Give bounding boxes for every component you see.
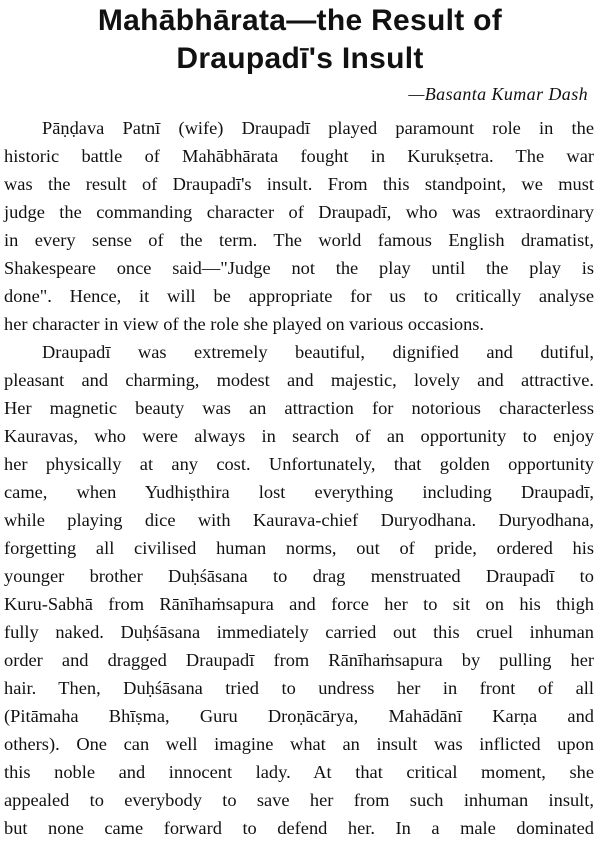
text-line: younger brother Duḥśāsana to drag menstruated Draupadī to (4, 566, 594, 586)
paragraph-1 (0, 114, 600, 338)
text-line: Pāṇḍava Patnī (wife) Draupadī played paramount role in the (42, 118, 594, 138)
text-line: her physically at any cost. Unfortunately, that golden opportunity (4, 454, 594, 474)
text-line: Draupadī was extremely beautiful, dignified and dutiful, (42, 342, 594, 362)
text-line: was the result of Draupadī's insult. From this standpoint, we must (4, 174, 594, 194)
text-line: while playing dice with Kaurava-chief Duryodhana. Duryodhana, (4, 510, 594, 530)
text-line: came, when Yudhiṣthira lost everything including Draupadī, (4, 482, 594, 502)
text-line: forgetting all civilised human norms, out of pride, ordered his (4, 538, 594, 558)
text-line: Shakespeare once said—"Judge not the play until the play is (4, 258, 594, 278)
text-line: fully naked. Duḥśāsana immediately carried out this cruel inhuman (4, 622, 594, 642)
title-line-1: Mahābhārata—the Result of (97, 4, 503, 37)
text-line: others). One can well imagine what an insult was inflicted upon (4, 734, 594, 754)
author-byline: —Basanta Kumar Dash (408, 84, 588, 104)
text-line: appealed to everybody to save her from such inhuman insult, (4, 790, 594, 810)
text-line: Kuru-Sabhā from Rānīhaṁsapura and force her to sit on his thigh (4, 594, 594, 614)
paragraph-2 (0, 338, 600, 842)
text-line: this noble and innocent lady. At that critical moment, she (4, 762, 594, 782)
text-line: hair. Then, Duḥśāsana tried to undress her in front of all (4, 678, 594, 698)
text-line: order and dragged Draupadī from Rānīhaṁsapura by pulling her (4, 650, 594, 670)
text-line: judge the commanding character of Draupadī, who was extraordinary (4, 202, 594, 222)
text-line: historic battle of Mahābhārata fought in Kurukṣetra. The war (4, 146, 594, 166)
text-line: Her magnetic beauty was an attraction for notorious characterless (4, 398, 594, 418)
text-line: done". Hence, it will be appropriate for us to critically analyse (4, 286, 594, 306)
title-line-2: Draupadī's Insult (176, 42, 424, 75)
text-line: her character in view of the role she played on various occasions. (4, 314, 485, 334)
text-line: (Pitāmaha Bhīṣma, Guru Droṇācārya, Mahādānī Karṇa and (4, 706, 594, 726)
text-line: Kauravas, who were always in search of an opportunity to enjoy (4, 426, 594, 446)
article-title (0, 0, 600, 78)
text-line: but none came forward to defend her. In a male dominated (4, 818, 594, 838)
text-line: pleasant and charming, modest and majestic, lovely and attractive. (4, 370, 594, 390)
text-line: in every sense of the term. The world famous English dramatist, (4, 230, 594, 250)
